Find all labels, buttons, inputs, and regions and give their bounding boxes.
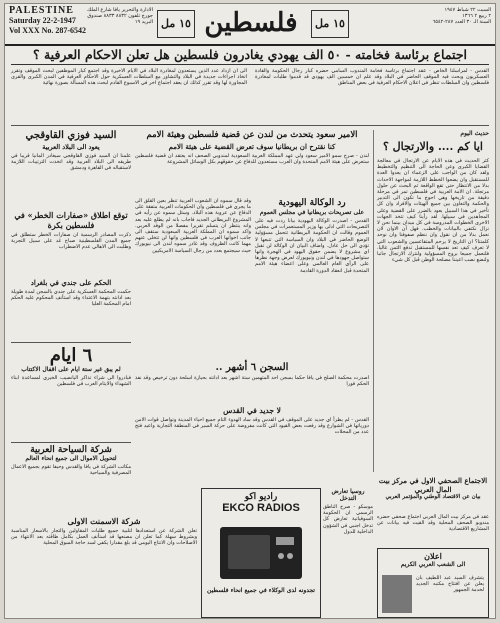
- ilan-box: [377, 548, 489, 618]
- rd-subheadline: على تصريحات بريطانيا في مجلس العموم: [259, 209, 365, 216]
- ekco-arabic-name: راديو اكو: [244, 492, 278, 502]
- fawzi-headline: السيد فوزي القاوقجي: [25, 130, 117, 141]
- radio-knob: [287, 553, 293, 559]
- hukm-story: [11, 278, 131, 338]
- days-headline: ٦ ايام: [49, 345, 93, 366]
- divider: [11, 125, 489, 126]
- newspaper-title: فلسطين: [204, 8, 298, 38]
- saud-headline: الامير سعود يتحدث من لندن عن قضية فلسطين وهيئة الامم: [146, 130, 358, 140]
- ekco-latin-name: EKCO RADIOS: [222, 502, 300, 514]
- fawzi-story: [11, 130, 131, 206]
- sunday-body: القدس - لم يطرأ اي جديد على الموقف في القدس وقد ساد الهدوء التام جميع احياء المدينة وتواصل قوات الامن دورياتها في الشوارع وقد رفعت بعض القيود التي كانت مفروضة على حركة السير في المنطقة التجارية واعيد فتح عدد من المحلات: [135, 417, 369, 436]
- hadith-title: ايا كم .... والارتجال ؟: [383, 140, 483, 153]
- sanad-headline: شركة السياحة العربية: [30, 445, 112, 455]
- sanad-body: مكاتب الشركة في يافا والقدس وحيفا تقوم بجميع الاعمال المصرفية والسياحية: [11, 464, 131, 477]
- saud-subheadline: كنا نقترح ان بريطانيا سوف تعرض القضية على هيئة الامم: [168, 142, 336, 151]
- ilan-body: يتشرف السيد عبد اللطيف بان يعلن عن افتتاح مكتبه الجديد لخدمة الجمهور: [416, 575, 484, 594]
- ijtima-headline: الاجتماع الصحفي الاول في مركز بيت المال العربي: [378, 476, 488, 494]
- days-body: فبادروا الى شراء تذاكر اليانصيب الخيري لمساعدة ابناء الشهداء والايتام العرب في فلسطين: [11, 375, 131, 388]
- sijn-headline: السجن ٦ أشهر ..: [215, 362, 289, 373]
- rd-body: القدس - اصدرت الوكالة اليهودية بيانا ردت فيه على التصريحات التي ادلى بها وزير المستعمرات في مجلس العموم وقالت ان الحكومة البريطانية تتحمل مسؤولية الوضع الحاضر في البلاد وان السياسة التي تتبعها لا تؤدي الى حل عادل. واضاف البيان ان الوكالة لن تقبل اي مشروع لا يضمن حقوق اليهود في الهجرة وانها ستواصل جهودها في لندن ونيويورك لعرض وجهة نظرها على الرأي العام العالمي وعلى اعضاء هيئة الامم المتحدة قبل انعقاد الدورة القادمة: [255, 218, 369, 274]
- sijn-story: [135, 362, 369, 402]
- sanad-ad: [11, 442, 131, 513]
- tawqam-headline: توقع اطلاق «صفارات الخطر» في فلسطين بكرة: [14, 210, 128, 230]
- saud-body: لندن - صرح سمو الامير سعود ولي عهد المملكة العربية السعودية لمندوبي الصحف انه يعتقد ان قضية فلسطين ستعرض على هيئة الامم المتحدة وان العرب مستعدون للدفاع عن حقوقهم بكل الوسائل المشروعة: [135, 153, 369, 166]
- latin-volume: Vol XXX No. 287-6542: [9, 26, 87, 35]
- ilan-subheadline: الى الشعب العربي الكريم: [400, 561, 466, 568]
- lead-article-left: الى ان ازداد عدد الذين يستعدون لمغادرة البلاد في الايام الاخيرة وقد اجتمع كبار الموظفين لبحث الموقف وتقرر اتخاذ اجراءات جديدة في البلاد والتشاور مع السلطات العسكرية حول الاحكام العرفية في المدن الكبرى والقرى المجاورة لها وقد تقرر كذلك ان يعقد اجتماع اخر في الاسبوع القادم لبحث هذه المسألة بصورة نهائية: [11, 68, 247, 87]
- moscow-story: [323, 488, 373, 616]
- column-rule: [373, 130, 374, 472]
- radio-speaker: [228, 535, 270, 569]
- price-box-right: ١٥ مل: [311, 10, 349, 38]
- sijn-body: اصدرت محكمة الصلح في يافا حكما بسجن احد المتهمين ستة اشهر بعد ادانته بحيازة اسلحة دون ترخيص وقد نفذ الحكم فورا: [135, 375, 369, 388]
- gregorian-date: السبت ٢٢ شباط ١٩٤٧: [444, 7, 491, 13]
- sunday-headline: لا جديد في القدس: [223, 406, 281, 415]
- right-column: [377, 130, 489, 472]
- moscow-body: موسكو - صرح الناطق الرسمي ان الحكومة السوفياتية تعارض كل تدخل اجنبي في الشؤون الداخلية للدول: [323, 504, 373, 535]
- ijtima-subheadline: بيان عن الاقتصاد الوطني والمؤتمر العربي: [385, 494, 481, 500]
- masthead: [5, 4, 495, 46]
- newspaper-page: [4, 3, 496, 619]
- days-subheadline: لم يبق غير ستة ايام على اقفال الاكتتاب: [21, 366, 121, 373]
- hukm-headline: الحكم على جندي في بلغراد: [30, 278, 112, 287]
- fawzi-body: علمنا ان السيد فوزي القاوقجي سيغادر المانيا قريبا في طريقه الى البلاد العربية وقد اتخذت الترتيبات اللازمة لاستقباله في القاهرة ودمشق: [11, 153, 131, 172]
- tawqam-story: [11, 210, 131, 274]
- date-block: [399, 7, 491, 25]
- radio-dial: [276, 537, 294, 545]
- ijtima-story: [377, 476, 489, 512]
- lead-article-right: القدس - لمراسلنا الخاص - عقد اجتماع برئاسة فخامة المندوب السامي حضره كبار رجال الحكومة والقادة العسكريون وبحث فيه الموقف الحاضر في البلاد وقد علم ان خمسين الف يهودي قد قدموا طلبات لمغادرة فلسطين وان السلطات تنظر في اعلان الاحكام العرفية في بعض المناطق: [255, 68, 489, 87]
- ekco-ad: [201, 488, 321, 618]
- ishaq-story: [11, 516, 197, 616]
- portrait-photo: [382, 575, 412, 613]
- admin-info: الادارة والتحرير يافا شارع الملك جورج تلفون ٨٨٣٢ ٨٨٣٣ صندوق البريد ١٩: [87, 7, 153, 25]
- hadith-label: حديث اليوم: [460, 130, 489, 137]
- fawzi-subheadline: يعود الى البلاد العربية: [42, 143, 100, 151]
- middle-article: وقد قال سموه ان الشعوب العربية تنظر بعين القلق الى ما يجري في فلسطين وان الحكومات العربية متفقة على الدفاع عن عروبة هذه البلاد. وسئل سموه عن رأيه في المشروع البريطاني الجديد فاجاب بانه لم يطلع عليه بعد وانه ينتظر ان يتسلم تقريرا مفصلا من الوفد العربي. واكد سموه ان المملكة العربية السعودية ستقف الى جانب اخوانها العرب في فلسطين وانها لن تتخلى عنهم مهما كانت الظروف وقد غادر سموه لندن الى نيويورك حيث سيجتمع بعدد من رجال السياسة الامريكيين: [135, 198, 251, 254]
- sunday-story: [135, 406, 369, 482]
- main-headline: اجتماع برئاسة فخامته - ٥٠ الف يهودي يغادرون فلسطين هل تعلن الاحكام العرفية ؟: [11, 46, 489, 65]
- radio-image: [220, 527, 302, 579]
- sanad-subheadline: لتحويل الاموال الى جميع انحاء العالم: [25, 455, 117, 462]
- rd-story: [255, 198, 369, 358]
- hijri-date: ٢ ربيع ٢ ١٣٦٦: [462, 13, 491, 19]
- hukm-body: حكمت المحكمة العسكرية على جندي بالسجن لمدة طويلة بعد ادانته بتهمة الاعتداء وقد استأنف المحكوم عليه الحكم امام المحكمة العليا: [11, 289, 131, 308]
- latin-name: PALESTINE: [9, 5, 74, 16]
- price-box-left: ١٥ مل: [157, 10, 195, 38]
- ishaq-headline: شركة الاسمنت الاولى: [67, 516, 141, 526]
- tawqam-body: ذكرت المصادر الرسمية ان صفارات الخطر ستطلق في جميع المدن الفلسطينية صباح غد على سبيل التجربة وطلبت الى الاهالي عدم الاضطراب: [11, 232, 131, 251]
- latin-date: Saturday 22-2-1947: [9, 16, 76, 25]
- ishaq-body: تعلن الشركة عن استعدادها لتلبية جميع طلبات المقاولين والتجار بالاسعار المناسبة وبشروط سهلة كما تعلن ان مصنعها قد استأنف العمل بكامل طاقته بعد الانتهاء من الاصلاحات وان الانتاج اليومي قد بلغ مقدارا يكفي لسد حاجة السوق المحلية: [11, 528, 197, 547]
- moscow-headline: روسيا تعارض التدخل: [331, 488, 365, 502]
- hadith-body: كثر الحديث في هذه الايام عن الارتجال في معالجة القضايا الكبرى وعن الحاجة الى التنظيم والتخطيط ولقد كان من الواجب على الزعماء ان يعدوا العدة للمستقبل وان يضعوا الخطط اللازمة لمواجهة الاحداث بدلا من الانتظار حتى تقع الواقعة ثم البحث عن حلول مرتجلة. ان الامة العربية في فلسطين تمر في مرحلة دقيقة من تاريخها وهي احوج ما تكون الى التدبير والحكمة والتعاون بين جميع الهيئات والافراد وان كل تأخير في هذا السبيل يعود بالضرر على القضية وعلى المجاهدين في سبيلها. لقد رأينا كيف تتخذ الجهات الاخرى الخطوات المدروسة في كل ميدان بينما نحن لا نزال نكتفي بالبيانات والخطب. فهل آن الاوان لان نعمل بدلا من ان نقول وان ننظم صفوفنا وان نوحد كلمتنا؟ ان التاريخ لا يرحم المتقاعسين والشعوب التي لا تعرف كيف تعد نفسها للمستقبل تدفع الثمن غاليا. فلنعمل جميعا بروح المسؤولية ولنترك الارتجال جانبا ولنضع نصب اعيننا مصلحة الوطن قبل كل شيء: [377, 158, 489, 264]
- radio-knob: [278, 553, 284, 559]
- issue-number: السنة الـ ٣٠ العدد ٢٨٧-٦٥٤٢: [432, 19, 491, 25]
- ekco-tagline: تجدونه لدى الوكلاء في جميع انحاء فلسطين: [207, 587, 315, 594]
- ilan-headline: اعلان: [424, 551, 442, 561]
- saud-story: [135, 130, 369, 194]
- days-ad: [11, 342, 131, 439]
- ijtima-body: عقد في مركز بيت المال العربي اجتماع صحفي حضره مندوبو الصحف المحلية وقد القيت فيه بيانات عن المشاريع الاقتصادية: [377, 514, 489, 533]
- rd-headline: رد الوكالة اليهودية: [278, 198, 346, 208]
